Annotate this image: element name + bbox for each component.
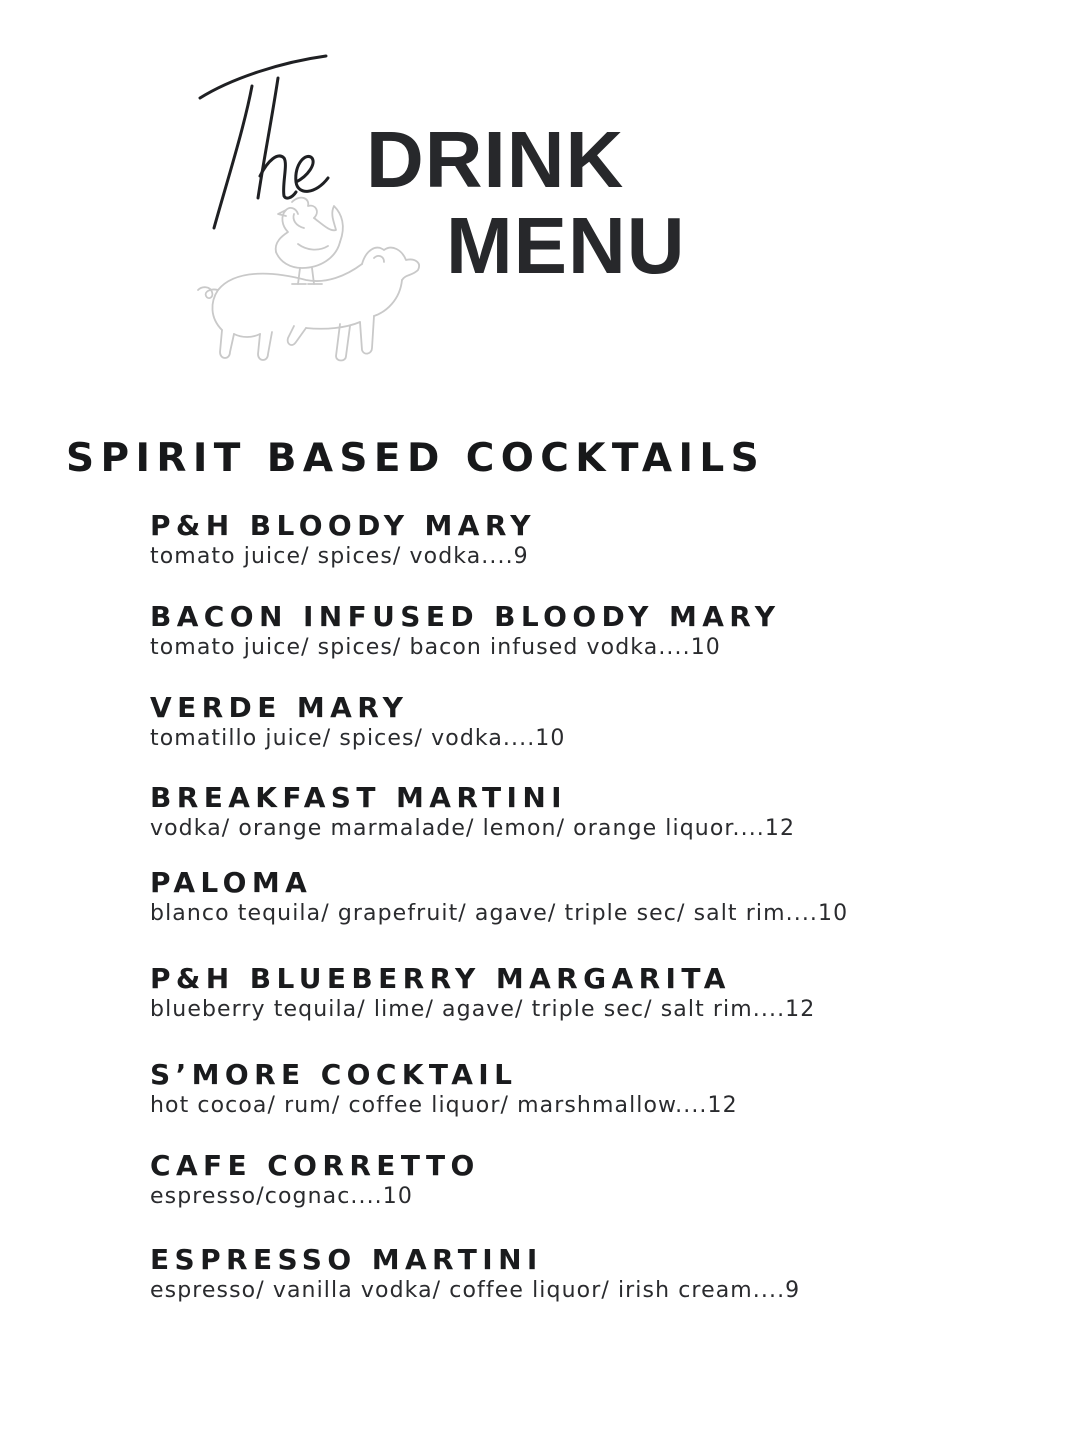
cocktail-list (150, 0, 1050, 1455)
item-name: S’MORE COCKTAIL (150, 1058, 518, 1091)
item-name: PALOMA (150, 866, 313, 899)
item-name: P&H BLUEBERRY MARGARITA (150, 962, 731, 995)
title-line-menu: MENU (446, 201, 686, 290)
item-description: blanco tequila/ grapefruit/ agave/ triple sec/ salt rim....10 (150, 901, 849, 926)
item-name: BREAKFAST MARTINI (150, 781, 567, 814)
item-description: tomato juice/ spices/ bacon infused vodka....10 (150, 635, 721, 660)
menu-item (150, 866, 1050, 928)
menu-item (150, 600, 1050, 662)
item-description: espresso/cognac....10 (150, 1184, 413, 1209)
item-description: vodka/ orange marmalade/ lemon/ orange liquor....12 (150, 816, 796, 841)
script-the-text (0, 0, 1, 1)
menu-item (150, 1243, 1050, 1305)
menu-item (150, 1058, 1050, 1120)
item-description: hot cocoa/ rum/ coffee liquor/ marshmallow....12 (150, 1093, 738, 1118)
item-description: blueberry tequila/ lime/ agave/ triple sec/ salt rim....12 (150, 997, 816, 1022)
menu-item (150, 1149, 1050, 1211)
item-name: BACON INFUSED BLOODY MARY (150, 600, 781, 633)
section-heading: SPIRIT BASED COCKTAILS (66, 436, 766, 481)
title-line-drink: DRINK (366, 115, 625, 204)
item-name: ESPRESSO MARTINI (150, 1243, 543, 1276)
item-name: VERDE MARY (150, 691, 409, 724)
item-name: CAFE CORRETTO (150, 1149, 480, 1182)
menu-item (150, 509, 1050, 571)
menu-item (150, 962, 1050, 1024)
menu-item (150, 691, 1050, 753)
item-description: tomato juice/ spices/ vodka....9 (150, 544, 529, 569)
item-description: espresso/ vanilla vodka/ coffee liquor/ irish cream....9 (150, 1278, 801, 1303)
menu-item (150, 781, 1050, 843)
item-description: tomatillo juice/ spices/ vodka....10 (150, 726, 566, 751)
item-name: P&H BLOODY MARY (150, 509, 536, 542)
